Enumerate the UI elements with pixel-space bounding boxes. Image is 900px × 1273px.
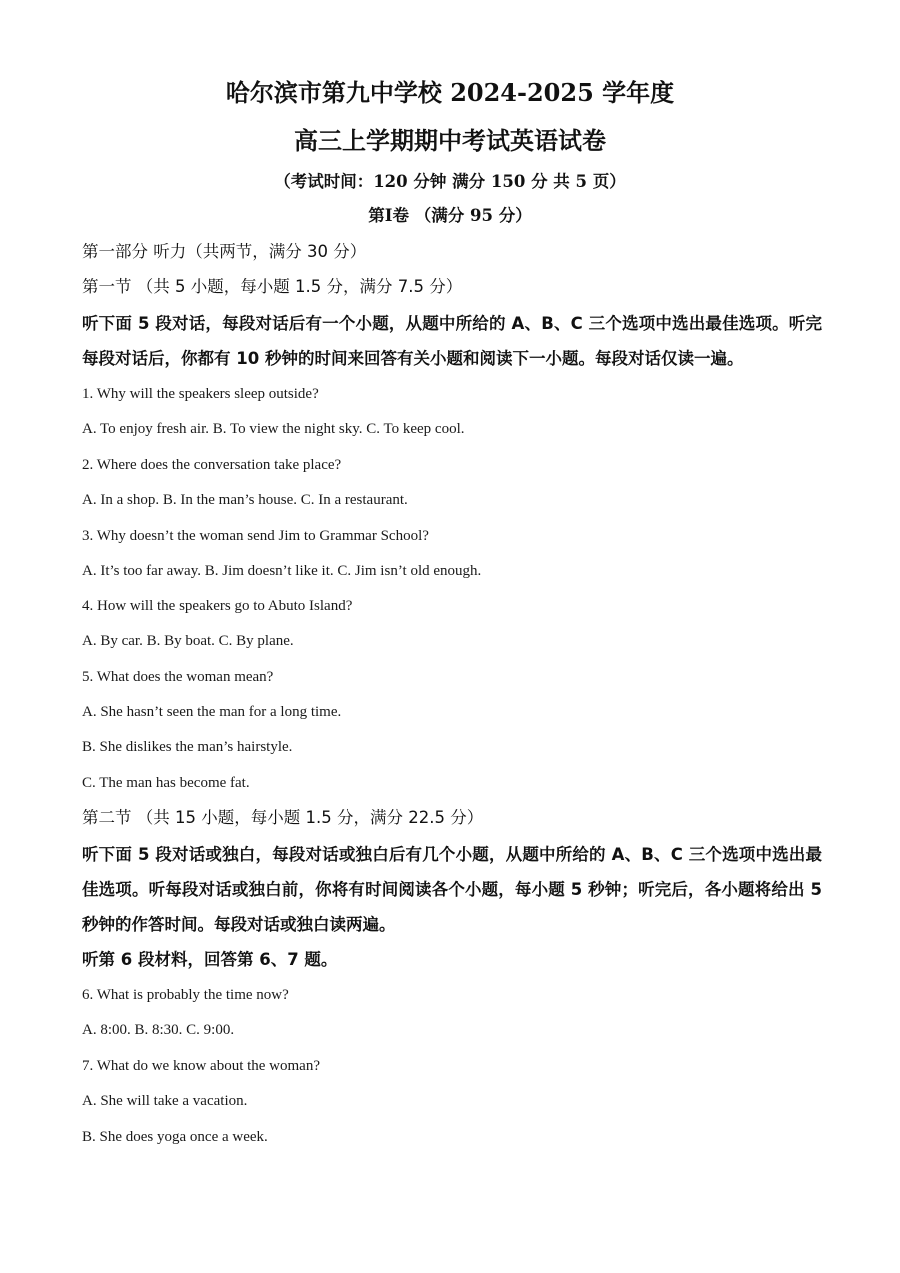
part1-heading: 第一部分 听力（共两节，满分 30 分） [82,242,367,261]
question-5-option-c: C. The man has become fat. [82,775,250,791]
exam-title-name: 高三上学期期中考试英语试卷 [294,126,606,155]
question-7: 7. What do we know about the woman? [82,1058,321,1074]
question-5-option-a: A. She hasn’t seen the man for a long time. [82,704,342,720]
volume-heading: 第Ⅰ卷 （满分 95 分） [368,206,532,225]
question-1-options: A. To enjoy fresh air. B. To view the night sky. C. To keep cool. [82,421,465,437]
question-6: 6. What is probably the time now? [82,987,289,1003]
question-2-options: A. In a shop. B. In the man’s house. C. In a restaurant. [82,492,408,508]
section1-instructions: 听下面 5 段对话，每段对话后有一个小题，从题中所给的 A、B、C 三个选项中选出最佳选项。听完每段对话后，你都有 10 秒钟的时间来回答有关小题和阅读下一小题。每段对话仅读一遍。 [82,314,822,368]
question-3-options: A. It’s too far away. B. Jim doesn’t like it. C. Jim isn’t old enough. [82,563,482,579]
question-7-option-b: B. She does yoga once a week. [82,1129,268,1145]
question-4-options: A. By car. B. By boat. C. By plane. [82,633,294,649]
question-7-option-a: A. She will take a vacation. [82,1093,248,1109]
question-6-options: A. 8:00. B. 8:30. C. 9:00. [82,1022,235,1038]
question-5-option-b: B. She dislikes the man’s hairstyle. [82,739,293,755]
exam-title-school: 哈尔滨市第九中学校 2024-2025 学年度 [225,78,675,107]
question-4: 4. How will the speakers go to Abuto Island? [82,598,353,614]
question-2: 2. Where does the conversation take place? [82,457,342,473]
section2-heading: 第二节 （共 15 小题，每小题 1.5 分，满分 22.5 分） [82,808,484,827]
section2-instructions: 听下面 5 段对话或独白，每段对话或独白后有几个小题，从题中所给的 A、B、C 三个选项中选出最佳选项。听每段对话或独白前，你将有时间阅读各个小题，每小题 5 秒钟；听完后，各小题将给出 5 秒钟的作答时间。每段对话或独白读两遍。 [82,845,822,934]
question-5: 5. What does the woman mean? [82,669,274,685]
material-6-note: 听第 6 段材料，回答第 6、7 题。 [82,950,338,969]
question-1: 1. Why will the speakers sleep outside? [82,386,319,402]
section1-heading: 第一节 （共 5 小题，每小题 1.5 分，满分 7.5 分） [82,277,463,296]
exam-info: （考试时间：120 分钟 满分 150 分 共 5 页） [274,172,626,191]
question-3: 3. Why doesn’t the woman send Jim to Grammar School? [82,528,429,544]
